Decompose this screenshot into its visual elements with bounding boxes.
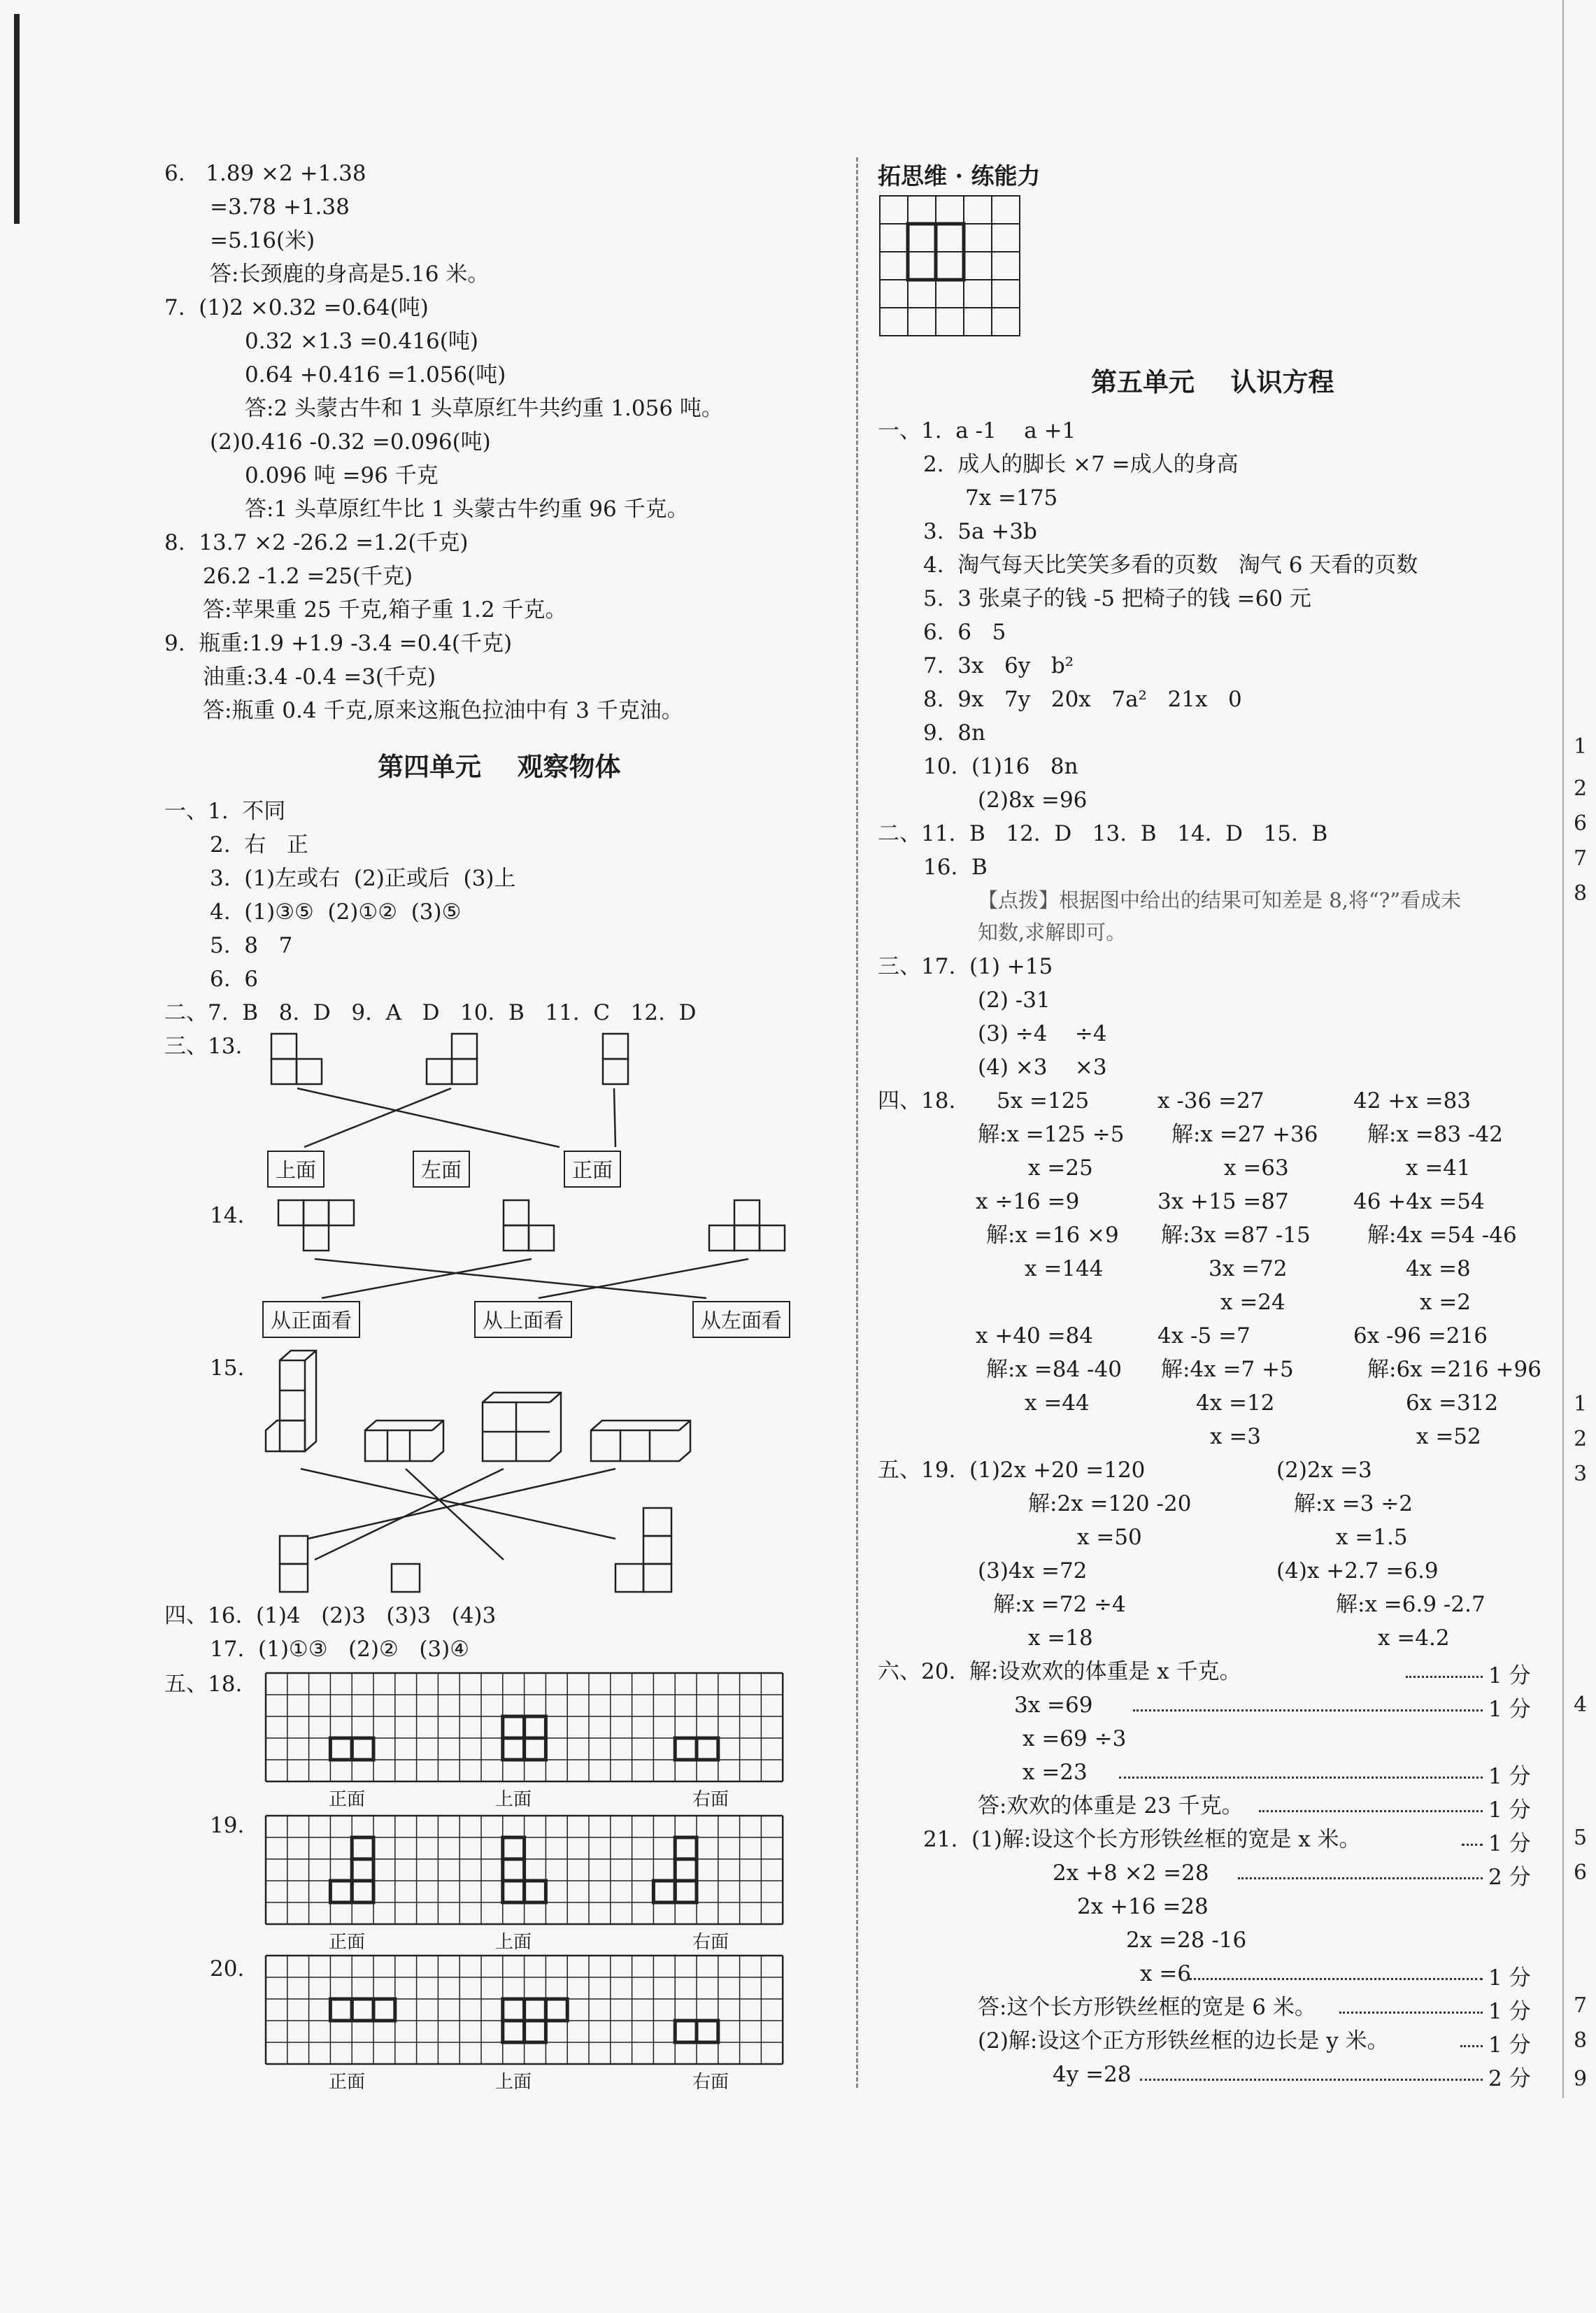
answer-line: 解:x =6.9 -2.7 xyxy=(1336,1592,1485,1617)
answer-line: 三、13. xyxy=(164,1034,243,1059)
answer-line: 20. xyxy=(210,1956,245,1981)
answer-line: 15. xyxy=(210,1355,245,1381)
equation-line: 4x =12 xyxy=(1196,1390,1275,1416)
q13-shapes xyxy=(271,1034,628,1147)
answer-line: 3. 5a +3b xyxy=(923,519,1037,544)
answer-line: 三、17. (1) +15 xyxy=(878,954,1053,979)
cropped-number: 6 xyxy=(1574,1860,1588,1885)
answer-line: x =1.5 xyxy=(1336,1525,1408,1550)
grid-view-label: 上面 xyxy=(495,1932,532,1953)
tuosi-grid xyxy=(880,196,1020,336)
answer-line: 0.32 ×1.3 =0.416(吨) xyxy=(245,329,478,354)
answer-line: (2) -31 xyxy=(978,988,1050,1013)
answer-line: (2)解:设这个正方形铁丝框的边长是 y 米。 xyxy=(978,2028,1389,2054)
equation-line: 解:3x =87 -15 xyxy=(1161,1223,1311,1248)
answer-line: x =50 xyxy=(1077,1525,1142,1550)
cropped-number: 8 xyxy=(1574,881,1588,906)
answer-line: 五、18. xyxy=(164,1672,243,1697)
answer-line: x =69 ÷3 xyxy=(1023,1726,1127,1751)
answer-line: 答:2 头蒙古牛和 1 头草原红牛共约重 1.056 吨。 xyxy=(245,396,723,421)
score-label: 1 分 xyxy=(1488,1965,1531,1991)
grid-view-label: 上面 xyxy=(495,1789,532,1810)
score-label: 2 分 xyxy=(1488,1865,1531,1890)
answer-line: 10. (1)16 8n xyxy=(923,754,1078,779)
cropped-number: 7 xyxy=(1574,1993,1588,2018)
answer-line: 14. xyxy=(210,1203,245,1228)
q15-cubes xyxy=(266,1351,690,1592)
grid-view-label: 正面 xyxy=(329,1789,366,1810)
answer-line: (3) ÷4 ÷4 xyxy=(978,1021,1107,1046)
answer-line: 4. 淘气每天比笑笑多看的页数 淘气 6 天看的页数 xyxy=(923,553,1418,578)
grid-view-label: 正面 xyxy=(329,2072,366,2093)
answer-line: 7. (1)2 ×0.32 =0.64(吨) xyxy=(164,295,429,320)
answer-line: (2)0.416 -0.32 =0.096(吨) xyxy=(210,429,491,455)
score-label: 1 分 xyxy=(1488,1663,1531,1688)
answer-line: 3x =69 xyxy=(1014,1693,1093,1718)
answer-line: 2. 右 正 xyxy=(210,832,308,857)
answer-line: 6. 6 5 xyxy=(923,620,1006,645)
score-label: 2 分 xyxy=(1488,2066,1531,2091)
score-label: 1 分 xyxy=(1488,2033,1531,2058)
q14-shapes xyxy=(278,1200,785,1298)
equation-line: x =44 xyxy=(1025,1390,1090,1416)
cropped-number: 9 xyxy=(1574,2067,1588,2091)
answer-line: 二、7. B 8. D 9. A D 10. B 11. C 12. D xyxy=(164,1000,697,1025)
view-label-box: 从上面看 xyxy=(474,1301,572,1338)
answer-line: 2x +16 =28 xyxy=(1077,1894,1209,1919)
answer-line: 0.096 吨 =96 千克 xyxy=(245,463,439,488)
equation-line: x =2 xyxy=(1420,1290,1472,1315)
answer-line: 7x =175 xyxy=(965,485,1058,511)
equation-line: x +40 =84 xyxy=(976,1323,1094,1348)
answer-line: 一、1. a -1 a +1 xyxy=(878,418,1076,443)
answer-line: 2. 成人的脚长 ×7 =成人的身高 xyxy=(923,452,1239,477)
answer-line: 4. (1)③⑤ (2)①② (3)⑤ xyxy=(210,899,462,925)
view-label-box: 上面 xyxy=(267,1151,325,1188)
answer-line: 答:长颈鹿的身高是5.16 米。 xyxy=(210,262,490,287)
answer-line: 答:1 头草原红牛比 1 头蒙古牛约重 96 千克。 xyxy=(245,497,689,522)
answer-line: 21. (1)解:设这个长方形铁丝框的宽是 x 米。 xyxy=(923,1827,1361,1852)
grid-view-label: 右面 xyxy=(692,2072,729,2093)
view-label-box: 从正面看 xyxy=(262,1301,360,1338)
view-label-box: 从左面看 xyxy=(692,1301,790,1338)
answer-line: 7. 3x 6y b² xyxy=(923,653,1074,678)
score-label: 1 分 xyxy=(1488,1764,1531,1789)
score-label: 1 分 xyxy=(1488,1697,1531,1722)
answer-line: 二、11. B 12. D 13. B 14. D 15. B xyxy=(878,821,1328,846)
view-grids xyxy=(266,1673,783,2064)
cropped-number: 4 xyxy=(1574,1693,1588,1717)
equation-line: x =3 xyxy=(1210,1424,1262,1449)
answer-line: 6. 6 xyxy=(210,967,259,992)
equation-line: 解:x =16 ×9 xyxy=(986,1223,1119,1248)
equation-line: 6x -96 =216 xyxy=(1353,1323,1488,1348)
unit5-title: 第五单元 认识方程 xyxy=(1091,366,1334,397)
equation-line: x =24 xyxy=(1220,1290,1285,1315)
grid-view-label: 正面 xyxy=(329,1932,366,1953)
equation-line: 46 +4x =54 xyxy=(1353,1189,1485,1214)
answer-line: 2x =28 -16 xyxy=(1126,1928,1247,1953)
equation-line: 3x +15 =87 xyxy=(1157,1189,1289,1214)
cropped-number: 2 xyxy=(1574,776,1588,801)
cropped-number: 1 xyxy=(1574,734,1588,759)
answer-line: x =23 xyxy=(1023,1760,1088,1785)
hint-note-1: 【点拨】根据图中给出的结果可知差是 8,将“?”看成未 xyxy=(978,888,1462,912)
equation-line: 解:x =84 -40 xyxy=(986,1357,1122,1382)
equation-line: 解:4x =54 -46 xyxy=(1367,1223,1517,1248)
equation-line: 4x -5 =7 xyxy=(1157,1323,1251,1348)
equation-line: 解:x =27 +36 xyxy=(1171,1122,1318,1147)
answer-line: x =18 xyxy=(1028,1625,1093,1651)
equation-line: 4x =8 xyxy=(1406,1256,1471,1281)
answer-line: 16. B xyxy=(923,855,988,880)
cropped-number: 6 xyxy=(1574,811,1588,836)
hint-note-2: 知数,求解即可。 xyxy=(978,920,1127,944)
answer-line: 8. 9x 7y 20x 7a² 21x 0 xyxy=(923,687,1242,712)
answer-line: 一、1. 不同 xyxy=(164,799,286,824)
answer-line: 答:欢欢的体重是 23 千克。 xyxy=(978,1793,1244,1819)
answer-line: 解:2x =120 -20 xyxy=(1028,1491,1192,1516)
answer-line: 0.64 +0.416 =1.056(吨) xyxy=(245,362,506,387)
answer-line: 9. 8n xyxy=(923,720,985,746)
answer-line: 5. 8 7 xyxy=(210,933,293,958)
answer-line: 8. 13.7 ×2 -26.2 =1.2(千克) xyxy=(164,530,469,555)
answer-line: x =6 xyxy=(1140,1961,1192,1986)
equation-line: 解:6x =216 +96 xyxy=(1367,1357,1541,1382)
answer-line: 答:苹果重 25 千克,箱子重 1.2 千克。 xyxy=(203,597,567,622)
answer-line: 9. 瓶重:1.9 +1.9 -3.4 =0.4(千克) xyxy=(164,631,513,656)
answer-line: (4) ×3 ×3 xyxy=(978,1055,1107,1080)
answer-line: 26.2 -1.2 =25(千克) xyxy=(203,564,413,589)
equation-line: x ÷16 =9 xyxy=(976,1189,1080,1214)
equation-line: 3x =72 xyxy=(1209,1256,1288,1281)
answer-line: (2)2x =3 xyxy=(1276,1458,1372,1483)
equation-line: 5x =125 xyxy=(997,1088,1090,1113)
cropped-number: 3 xyxy=(1574,1462,1588,1486)
view-label-box: 左面 xyxy=(413,1151,470,1188)
equation-line: x -36 =27 xyxy=(1157,1088,1264,1113)
score-label: 1 分 xyxy=(1488,1831,1531,1856)
answer-line: 5. 3 张桌子的钱 -5 把椅子的钱 =60 元 xyxy=(923,586,1311,611)
answer-line: 解:x =3 ÷2 xyxy=(1294,1491,1413,1516)
answer-line: 答:瓶重 0.4 千克,原来这瓶色拉油中有 3 千克油。 xyxy=(203,698,683,723)
answer-line: 油重:3.4 -0.4 =3(千克) xyxy=(203,664,436,690)
answer-line: 19. xyxy=(210,1813,245,1838)
unit4-title: 第四单元 观察物体 xyxy=(378,751,621,782)
answer-line: =5.16(米) xyxy=(210,228,315,253)
answer-line: 6. 1.89 ×2 +1.38 xyxy=(164,161,366,186)
cropped-number: 8 xyxy=(1574,2028,1588,2053)
cropped-number: 1 xyxy=(1574,1392,1588,1416)
view-label-box: 正面 xyxy=(564,1151,621,1188)
answer-line: 17. (1)①③ (2)② (3)④ xyxy=(210,1637,470,1662)
grid-view-label: 右面 xyxy=(692,1789,729,1810)
answer-line: 六、20. 解:设欢欢的体重是 x 千克。 xyxy=(878,1659,1241,1684)
answer-line: 2x +8 ×2 =28 xyxy=(1053,1860,1209,1886)
equation-line: x =41 xyxy=(1406,1155,1471,1181)
answer-line: 解:x =72 ÷4 xyxy=(993,1592,1126,1617)
cropped-number: 7 xyxy=(1574,846,1588,871)
equation-line: 解:4x =7 +5 xyxy=(1161,1357,1294,1382)
equation-line: 42 +x =83 xyxy=(1353,1088,1472,1113)
grid-view-label: 上面 xyxy=(495,2072,532,2093)
grid-view-label: 右面 xyxy=(692,1932,729,1953)
equation-line: 6x =312 xyxy=(1406,1390,1499,1416)
answer-line: (4)x +2.7 =6.9 xyxy=(1276,1558,1439,1583)
cropped-number: 2 xyxy=(1574,1427,1588,1451)
answer-line: 四、16. (1)4 (2)3 (3)3 (4)3 xyxy=(164,1603,497,1628)
answer-line: 4y =28 xyxy=(1053,2062,1132,2087)
answer-line: (2)8x =96 xyxy=(978,788,1088,813)
equation-line: x =63 xyxy=(1224,1155,1289,1181)
score-label: 1 分 xyxy=(1488,1798,1531,1823)
answer-line: =3.78 +1.38 xyxy=(210,194,350,220)
answer-line: 3. (1)左或右 (2)正或后 (3)上 xyxy=(210,866,516,891)
equation-line: x =144 xyxy=(1025,1256,1104,1281)
cropped-number: 5 xyxy=(1574,1826,1588,1850)
answer-line: 答:这个长方形铁丝框的宽是 6 米。 xyxy=(978,1995,1316,2020)
equation-line: x =52 xyxy=(1416,1424,1481,1449)
score-label: 1 分 xyxy=(1488,1999,1531,2024)
answer-line: (3)4x =72 xyxy=(978,1558,1088,1583)
tuosi-title: 拓思维 · 练能力 xyxy=(878,162,1041,190)
equation-line: 解:x =125 ÷5 xyxy=(978,1122,1125,1147)
answer-line: x =4.2 xyxy=(1378,1625,1450,1651)
answer-line: 五、19. (1)2x +20 =120 xyxy=(878,1458,1146,1483)
answer-line: 四、18. xyxy=(878,1088,956,1113)
equation-line: 解:x =83 -42 xyxy=(1367,1122,1503,1147)
equation-line: x =25 xyxy=(1028,1155,1093,1181)
